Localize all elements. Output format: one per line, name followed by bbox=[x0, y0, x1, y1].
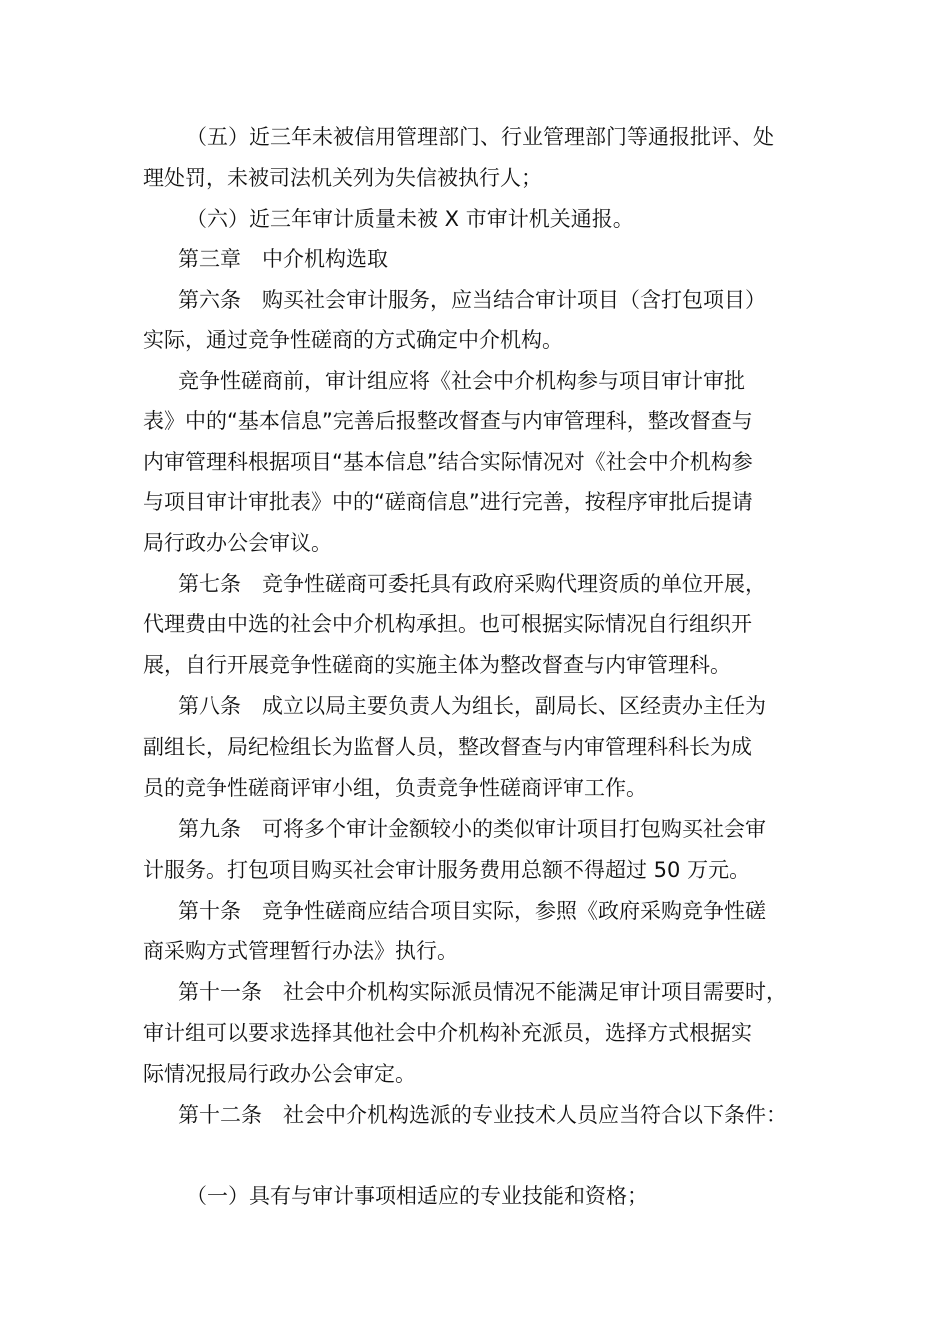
paragraph-line: 局行政办公会审议。 bbox=[143, 531, 332, 555]
paragraph-line: 第八条 成立以局主要负责人为组长，副局长、区经责办主任为 bbox=[178, 694, 766, 718]
paragraph-line: 第十条 竞争性磋商应结合项目实际，参照《政府采购竞争性磋 bbox=[178, 899, 766, 923]
paragraph-line: 第七条 竞争性磋商可委托具有政府采购代理资质的单位开展， bbox=[178, 572, 766, 596]
paragraph-line: 商采购方式管理暂行办法》执行。 bbox=[143, 939, 458, 963]
paragraph-line: 计服务。打包项目购买社会审计服务费用总额不得超过 50 万元。 bbox=[143, 858, 751, 882]
paragraph-line: 第六条 购买社会审计服务，应当结合审计项目（含打包项目） bbox=[178, 288, 766, 312]
paragraph-line: 代理费由中选的社会中介机构承担。也可根据实际情况自行组织开 bbox=[143, 612, 752, 636]
paragraph-line: 实际，通过竞争性磋商的方式确定中介机构。 bbox=[143, 328, 563, 352]
paragraph-line: （一）具有与审计事项相适应的专业技能和资格； bbox=[186, 1184, 648, 1208]
paragraph-line: （六）近三年审计质量未被 X 市审计机关通报。 bbox=[186, 207, 634, 231]
paragraph-line: 内审管理科根据项目“基本信息”结合实际情况对《社会中介机构参 bbox=[143, 450, 753, 474]
paragraph-line: 第十一条 社会中介机构实际派员情况不能满足审计项目需要时， bbox=[178, 980, 787, 1004]
paragraph-line: 与项目审计审批表》中的“磋商信息”进行完善，按程序审批后提请 bbox=[143, 490, 753, 514]
paragraph-line: 展，自行开展竞争性磋商的实施主体为整改督查与内审管理科。 bbox=[143, 653, 731, 677]
paragraph-line: 理处罚，未被司法机关列为失信被执行人； bbox=[143, 166, 542, 190]
paragraph-line: 副组长，局纪检组长为监督人员，整改督查与内审管理科科长为成 bbox=[143, 735, 752, 759]
chapter-heading: 第三章 中介机构选取 bbox=[178, 247, 388, 271]
paragraph-line: 第九条 可将多个审计金额较小的类似审计项目打包购买社会审 bbox=[178, 817, 766, 841]
paragraph-line: 表》中的“基本信息”完善后报整改督查与内审管理科，整改督查与 bbox=[143, 409, 753, 433]
paragraph-line: （五）近三年未被信用管理部门、行业管理部门等通报批评、处 bbox=[186, 125, 774, 149]
paragraph-line: 审计组可以要求选择其他社会中介机构补充派员，选择方式根据实 bbox=[143, 1021, 752, 1045]
paragraph-line: 第十二条 社会中介机构选派的专业技术人员应当符合以下条件： bbox=[178, 1103, 787, 1127]
paragraph-line: 员的竞争性磋商评审小组，负责竞争性磋商评审工作。 bbox=[143, 776, 647, 800]
paragraph-line: 际情况报局行政办公会审定。 bbox=[143, 1062, 416, 1086]
paragraph-line: 竞争性磋商前，审计组应将《社会中介机构参与项目审计审批 bbox=[178, 369, 745, 393]
